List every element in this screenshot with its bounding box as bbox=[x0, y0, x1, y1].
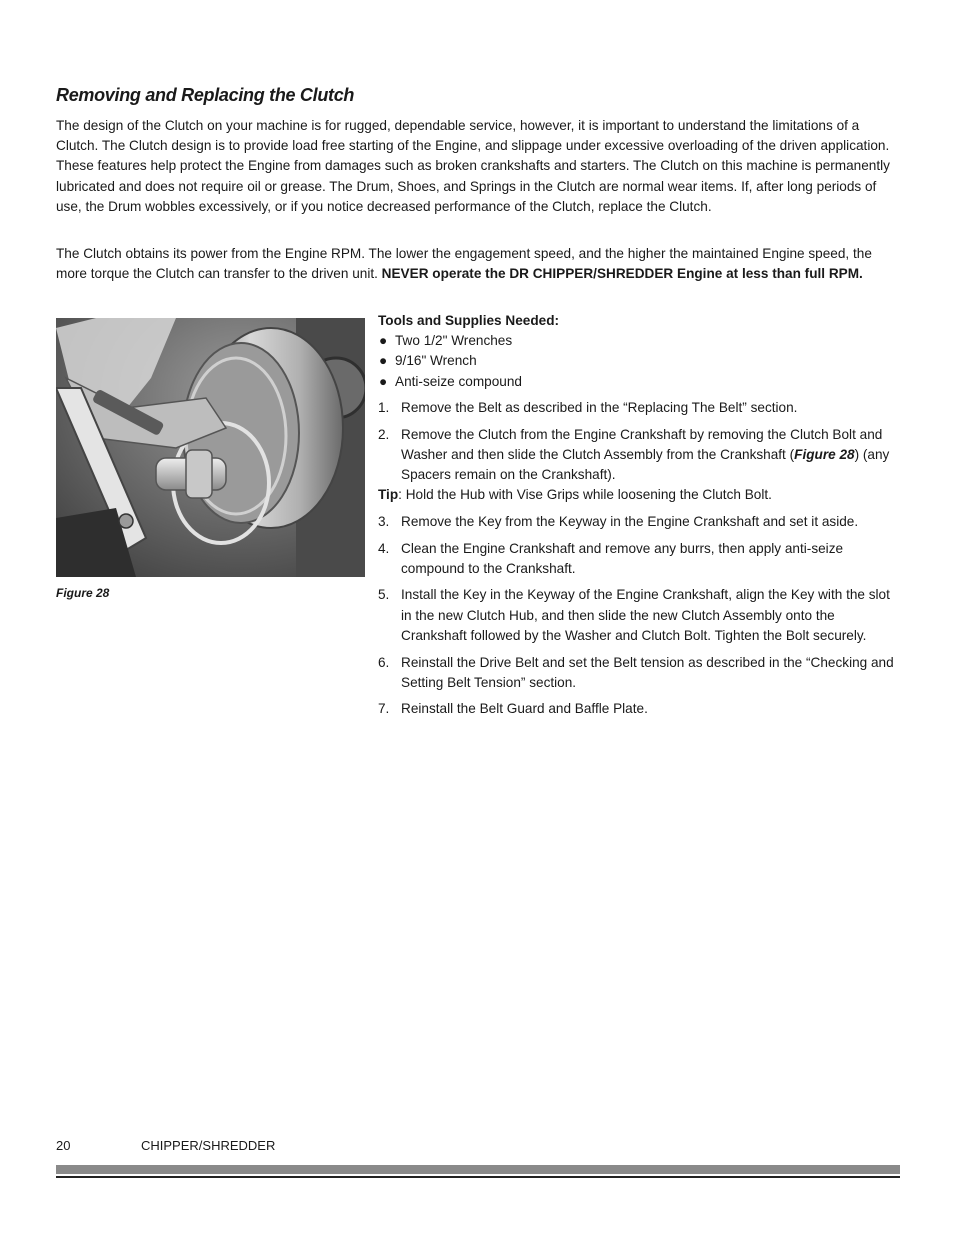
tools-heading: Tools and Supplies Needed: bbox=[378, 313, 560, 328]
step-number: 3. bbox=[378, 513, 390, 529]
footer-doc-title: CHIPPER/SHREDDER bbox=[141, 1138, 276, 1153]
step-number: 5. bbox=[378, 587, 390, 603]
step-number: 2. bbox=[378, 426, 390, 442]
step-7 bbox=[378, 699, 900, 719]
tip-text: : Hold the Hub with Vise Grips while loosening the Clutch Bolt. bbox=[398, 487, 772, 503]
step-text: Reinstall the Drive Belt and set the Belt tension as described in the “Checking and Setting Belt Tension” section. bbox=[401, 654, 894, 690]
tool-label: 9/16" Wrench bbox=[395, 353, 477, 369]
tip-note bbox=[378, 485, 900, 505]
footer-rule bbox=[56, 1165, 900, 1178]
tool-label: Anti-seize compound bbox=[395, 373, 522, 389]
tools-list bbox=[378, 331, 900, 392]
step-6 bbox=[378, 653, 900, 693]
list-item bbox=[378, 351, 900, 371]
step-number: 7. bbox=[378, 701, 390, 717]
tip-label: Tip bbox=[378, 487, 399, 503]
list-item bbox=[378, 331, 900, 351]
step-3 bbox=[378, 512, 900, 532]
engine-rpm-paragraph bbox=[56, 244, 900, 284]
step-number: 1. bbox=[378, 399, 390, 415]
bullet-icon: ● bbox=[379, 373, 388, 389]
figure-reference: Figure 28 bbox=[794, 446, 855, 462]
list-item bbox=[378, 372, 900, 392]
step-text: Remove the Clutch from the Engine Crankshaft by removing the Clutch Bolt and Washer and then slide the Clutch Assembly from the Crankshaft ( bbox=[401, 426, 883, 462]
page-number: 20 bbox=[56, 1138, 71, 1153]
engine-rpm-text: The Clutch obtains its power from the Engine RPM. The lower the engagement speed, and the higher the maintained Engine speed, the more torque the Clutch can transfer to the driven unit. bbox=[56, 246, 872, 282]
step-text: Reinstall the Belt Guard and Baffle Plate. bbox=[401, 701, 648, 717]
figure-caption: Figure 28 bbox=[56, 586, 110, 600]
clutch-photo bbox=[56, 318, 365, 577]
bullet-icon: ● bbox=[379, 333, 388, 349]
step-5 bbox=[378, 585, 900, 646]
clutch-illustration bbox=[56, 318, 365, 577]
bullet-icon: ● bbox=[379, 353, 388, 369]
step-4 bbox=[378, 539, 900, 579]
intro-paragraph: The design of the Clutch on your machine is for rugged, dependable service, however, it is important to understand the limitations of a Clutch. The Clutch design is to provide load free starting of the Engine, and slippage under excessive overloading of the driven application. These features help protect the Engine from damages such as broken crankshafts and starters. The Clutch on this machine is permanently lubricated and does not require oil or grease. The Drum, Shoes, and Springs in the Clutch are normal wear items. If, after long periods of use, the Drum wobbles excessively, or if you notice decreased performance of the Clutch, replace the Clutch. bbox=[56, 118, 890, 214]
step-number: 4. bbox=[378, 540, 390, 556]
step-text: Install the Key in the Keyway of the Engine Crankshaft, align the Key with the slot in the new Clutch Hub, and then slide the new Clutch Assembly onto the Crankshaft followed by the Washer and Clutch Bolt. Tighten the Bolt securely. bbox=[401, 587, 890, 643]
step-1 bbox=[378, 398, 900, 418]
rpm-warning: NEVER operate the DR CHIPPER/SHREDDER Engine at less than full RPM. bbox=[381, 266, 863, 282]
procedure-column bbox=[378, 311, 900, 720]
step-text: Remove the Belt as described in the “Replacing The Belt” section. bbox=[401, 399, 798, 415]
tool-label: Two 1/2" Wrenches bbox=[395, 333, 513, 349]
step-text: Remove the Key from the Keyway in the Engine Crankshaft and set it aside. bbox=[401, 513, 859, 529]
step-text: Clean the Engine Crankshaft and remove any burrs, then apply anti-seize compound to the Crankshaft. bbox=[401, 540, 844, 576]
step-number: 6. bbox=[378, 654, 390, 670]
step-2 bbox=[378, 425, 900, 486]
section-title: Removing and Replacing the Clutch bbox=[56, 85, 355, 105]
step-text-end: ) (any Spacers remain on the Crankshaft). bbox=[401, 446, 890, 482]
